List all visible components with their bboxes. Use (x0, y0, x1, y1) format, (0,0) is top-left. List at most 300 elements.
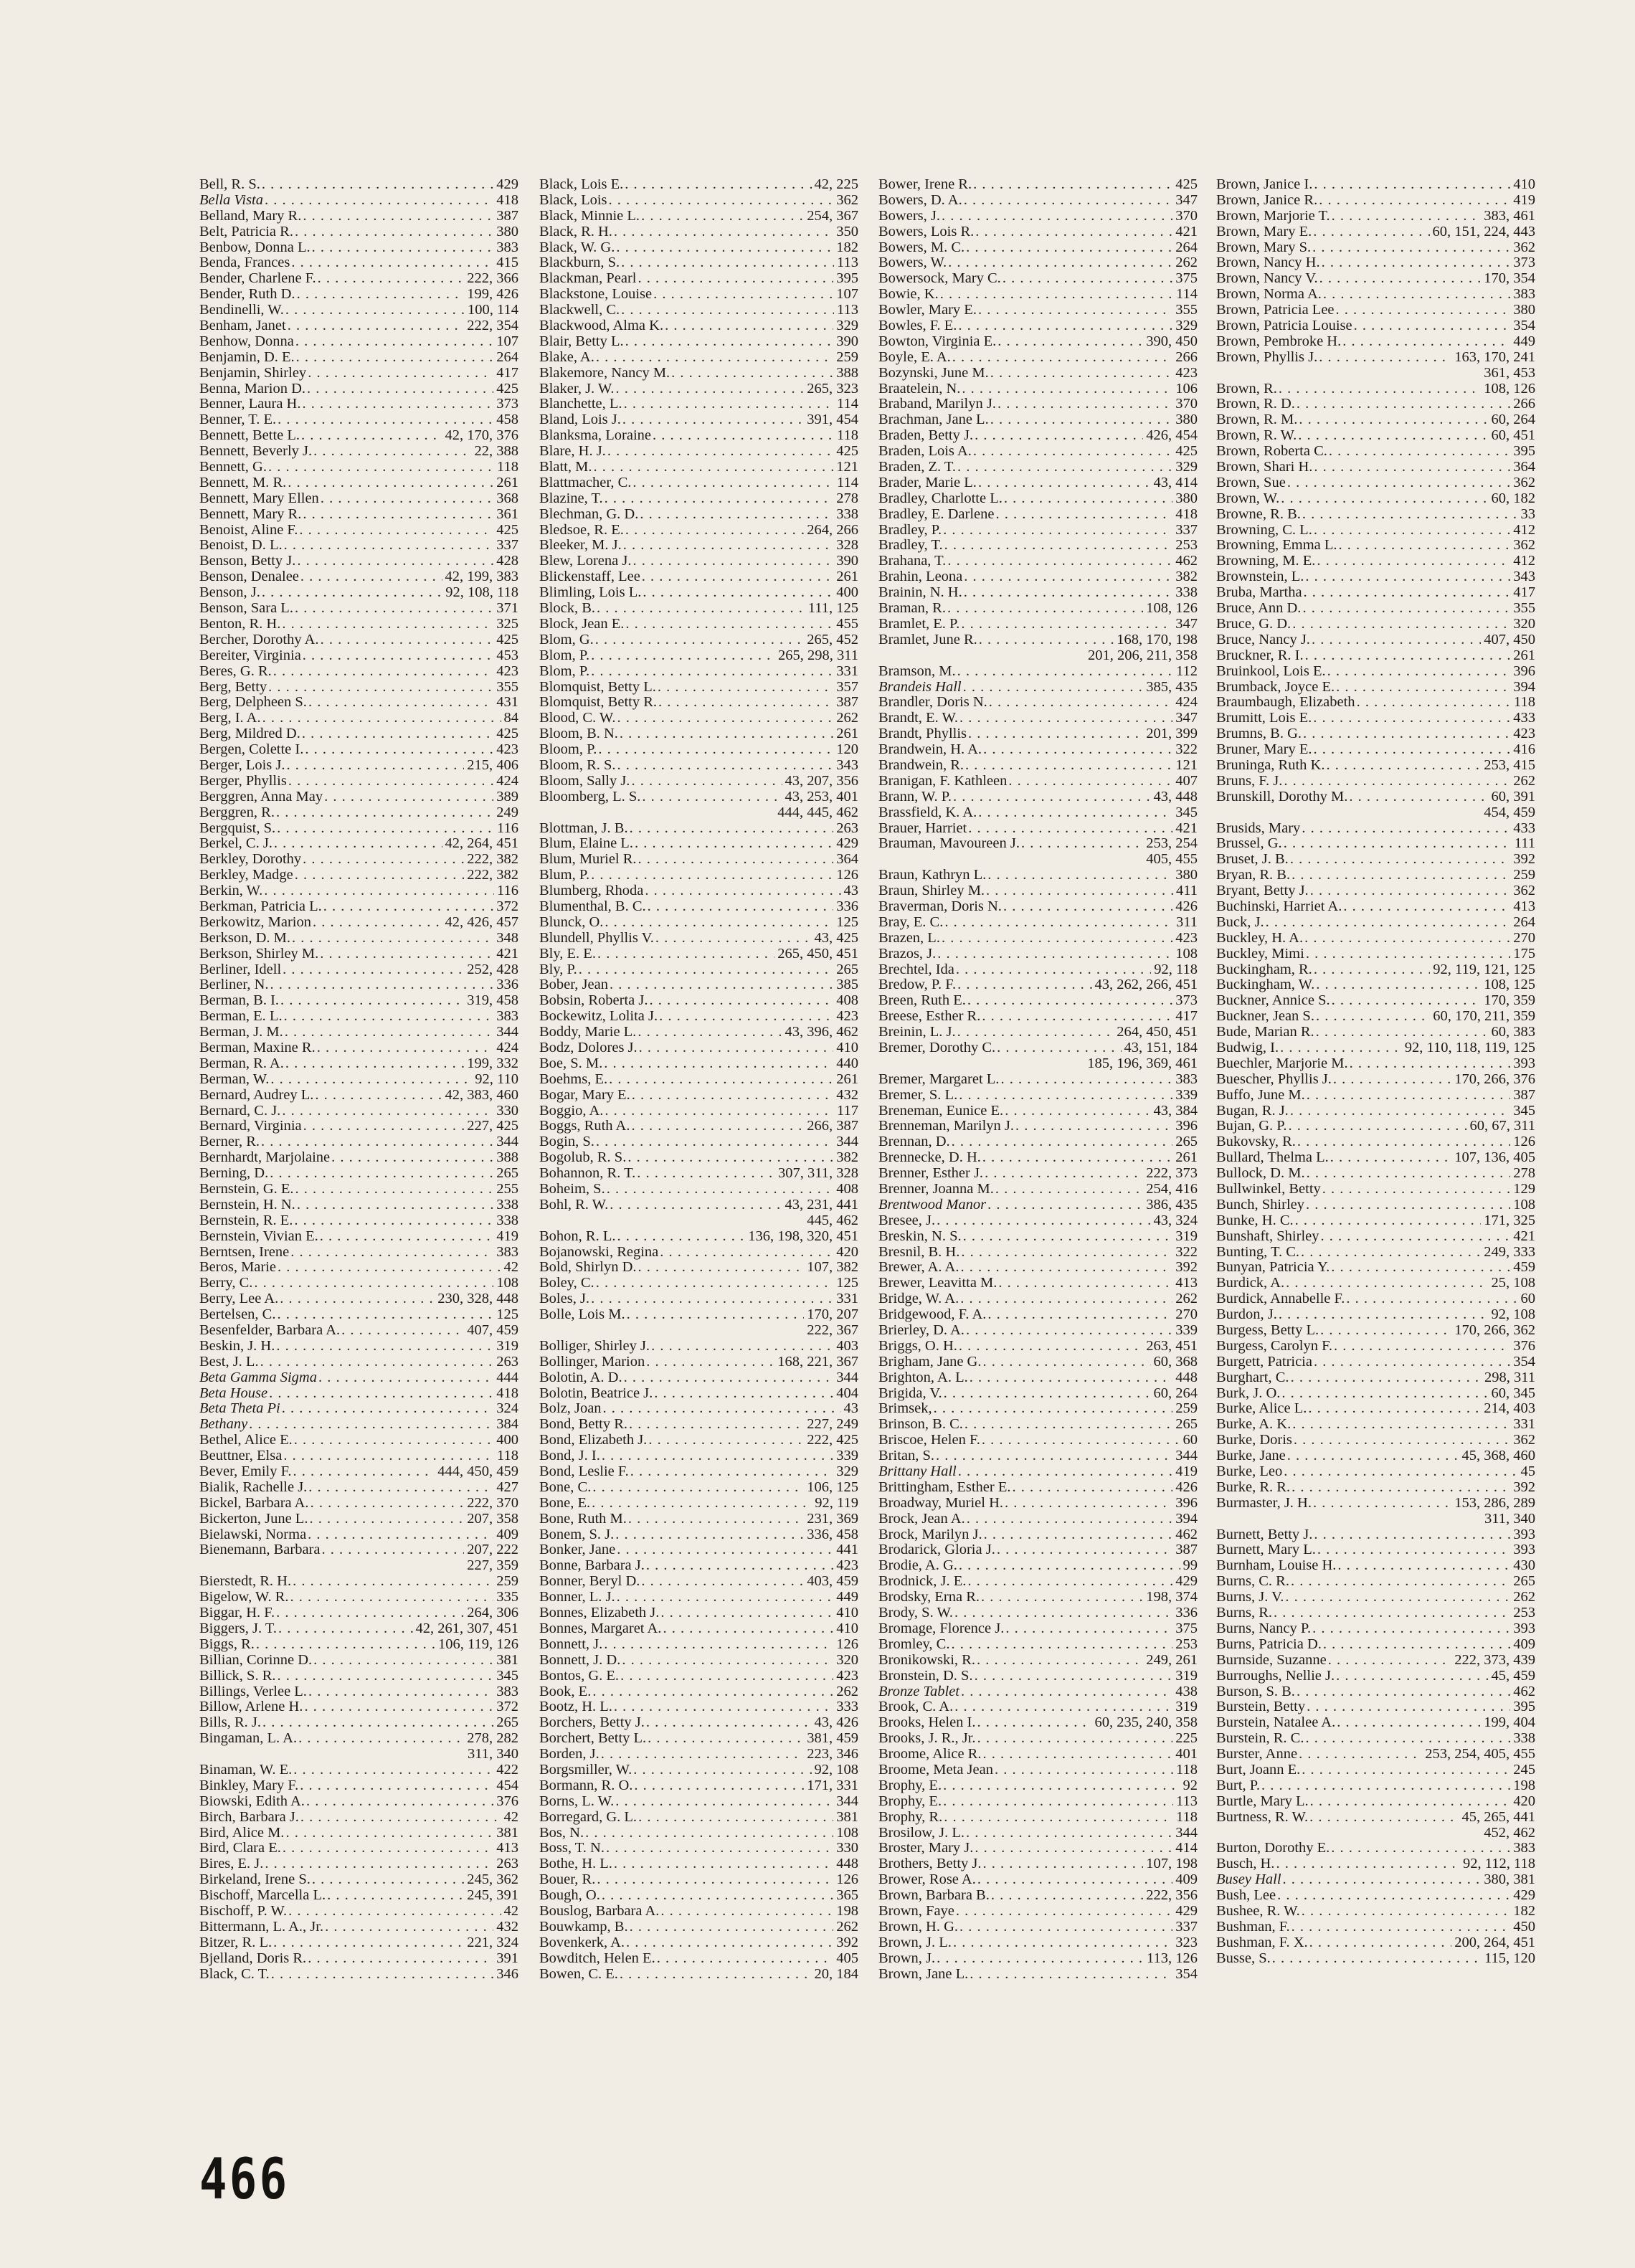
entry-pages: 107, 136, 405 (1454, 1150, 1535, 1166)
entry-pages: 264, 266 (807, 522, 858, 538)
entry-pages: 108, 126 (1146, 601, 1198, 617)
dot-leader (614, 1856, 833, 1872)
entry-name: Bereiter, Virginia (199, 647, 301, 663)
entry-pages: 201, 399 (1146, 726, 1198, 742)
index-entry (539, 334, 858, 350)
dot-leader (597, 946, 774, 962)
entry-pages: 42, 383, 460 (445, 1087, 518, 1103)
entry-name: Beskin, J. H. (199, 1338, 275, 1354)
index-entry (878, 1401, 1198, 1417)
entry-pages: 338 (836, 506, 858, 522)
entry-pages: 170, 266, 362 (1454, 1323, 1535, 1339)
entry-name: Bray, E. C. (878, 914, 944, 930)
index-entry (539, 1747, 858, 1762)
entry-name: Bernstein, G. E. (199, 1182, 294, 1197)
entry-name: Braden, Lois A. (878, 444, 972, 460)
dot-leader (944, 1810, 1173, 1826)
index-entry (878, 1558, 1198, 1574)
index-entry (199, 1527, 518, 1543)
dot-leader (288, 475, 493, 491)
entry-pages: 265, 452 (807, 632, 858, 647)
dot-leader (623, 538, 833, 554)
entry-pages: 453 (496, 647, 518, 663)
index-entry (539, 1119, 858, 1134)
entry-pages: 425 (1175, 177, 1198, 192)
entry-pages: 253, 254 (1146, 836, 1198, 852)
entry-pages: 462 (1175, 554, 1198, 569)
index-entry (878, 193, 1198, 209)
index-entry (199, 1920, 518, 1935)
index-entry (539, 1166, 858, 1182)
entry-pages: 395 (1513, 1699, 1535, 1715)
entry-name: Bramlet, June R. (878, 632, 977, 647)
dot-leader (1290, 852, 1510, 868)
index-entry (878, 318, 1198, 334)
index-entry (878, 1323, 1198, 1339)
dot-leader (280, 1291, 435, 1307)
index-entry (539, 664, 858, 680)
index-entry (1216, 1480, 1535, 1496)
entry-name: Broster, Mary J. (878, 1841, 974, 1856)
entry-name: Berggren, R. (199, 805, 275, 820)
entry-pages: 381 (496, 1825, 518, 1841)
entry-pages: 386, 435 (1146, 1197, 1198, 1213)
index-entry (539, 1134, 858, 1150)
index-entry (199, 1542, 518, 1558)
dot-leader (646, 1354, 774, 1370)
index-entry (539, 617, 858, 632)
index-entry (878, 1574, 1198, 1590)
dot-leader (1322, 1182, 1510, 1197)
entry-name: Bernstein, R. E. (199, 1213, 293, 1228)
dot-leader (607, 444, 833, 460)
dot-leader (649, 993, 833, 1009)
entry-name: Brown, W. (1216, 490, 1280, 506)
entry-name: Binaman, W. E. (199, 1762, 293, 1778)
dot-leader (957, 460, 1172, 475)
entry-pages: 394 (1513, 679, 1535, 695)
dot-leader (302, 726, 493, 742)
index-entry (1216, 1920, 1535, 1935)
entry-name: Blake, A. (539, 349, 594, 365)
dot-leader (262, 177, 493, 193)
entry-pages: 380 (1175, 490, 1198, 506)
dot-leader (1308, 1401, 1481, 1417)
entry-name: Brown, Phyllis J. (1216, 349, 1318, 365)
dot-leader (1346, 1291, 1517, 1307)
entry-pages: 425 (836, 444, 858, 460)
entry-name: Bills, R. J. (199, 1715, 262, 1731)
dot-leader (631, 774, 782, 789)
index-entry (1216, 1621, 1535, 1637)
entry-name: Bender, Charlene F. (199, 271, 316, 287)
dot-leader (300, 1810, 501, 1826)
entry-pages: 254, 367 (807, 208, 858, 224)
entry-name: Bunch, Shirley (1216, 1197, 1304, 1213)
index-entry (539, 977, 858, 993)
dot-leader (1314, 1354, 1510, 1370)
index-column-1 (199, 177, 518, 1982)
index-entry (539, 1040, 858, 1056)
entry-name: Bowers, W. (878, 255, 947, 271)
index-entry (199, 1872, 518, 1888)
entry-pages: 362 (836, 192, 858, 208)
entry-name: Breinin, L. J. (878, 1025, 956, 1040)
index-entry (199, 1182, 518, 1197)
dot-leader (954, 1699, 1172, 1715)
index-entry-continuation: 311, 340 (1484, 1510, 1535, 1527)
dot-leader (1322, 255, 1511, 271)
entry-pages: 414 (1175, 1841, 1198, 1856)
entry-pages: 392 (1175, 1260, 1198, 1276)
entry-pages: 354 (1175, 1966, 1198, 1982)
entry-pages: 319, 458 (467, 993, 518, 1009)
entry-pages: 222, 382 (467, 852, 518, 868)
entry-pages: 42 (503, 1809, 518, 1825)
entry-pages: 111 (1514, 836, 1535, 852)
dot-leader (1003, 899, 1172, 915)
entry-pages: 265 (1513, 1574, 1535, 1590)
dot-leader (660, 1904, 833, 1920)
index-entry (1216, 1653, 1535, 1669)
entry-name: Bruner, Mary E. (1216, 742, 1312, 758)
dot-leader (987, 1307, 1172, 1323)
dot-leader (1312, 632, 1481, 648)
index-entry (1216, 1747, 1535, 1762)
index-entry (539, 412, 858, 428)
entry-pages: 113 (837, 255, 858, 271)
index-entry (539, 1370, 858, 1386)
entry-name: Brown, R. D. (1216, 397, 1295, 412)
entry-name: Bushman, F. X. (1216, 1935, 1308, 1950)
entry-name: Brumns, B. G. (1216, 726, 1302, 742)
entry-name: Bendinelli, W. (199, 303, 284, 318)
index-entry (878, 617, 1198, 632)
dot-leader (977, 1715, 1092, 1731)
dot-leader (1323, 287, 1510, 303)
entry-pages: 425 (496, 522, 518, 538)
dot-leader (982, 1433, 1180, 1448)
index-entry (199, 742, 518, 758)
index-entry (539, 1856, 858, 1872)
dot-leader (960, 1291, 1172, 1307)
index-entry (199, 852, 518, 868)
entry-name: Burdon, J. (1216, 1307, 1277, 1323)
entry-name: Bennett, Beverly J. (199, 444, 313, 460)
dot-leader (285, 303, 465, 318)
dot-leader (1332, 209, 1482, 224)
index-entry (199, 915, 518, 931)
index-entry (1216, 1448, 1535, 1464)
index-entry (878, 742, 1198, 758)
entry-pages: 375 (1175, 271, 1198, 287)
index-entry (199, 1229, 518, 1245)
entry-pages: 387 (1513, 1087, 1535, 1103)
entry-name: Berg, I. A. (199, 711, 261, 726)
entry-pages: 424 (1175, 695, 1198, 711)
index-entry (878, 711, 1198, 726)
index-entry (539, 1496, 858, 1512)
index-entry (199, 821, 518, 837)
index-entry (1216, 1088, 1535, 1104)
index-entry (1216, 742, 1535, 758)
index-entry (539, 1401, 858, 1417)
index-entry (878, 1245, 1198, 1261)
entry-name: Braden, Betty J. (878, 428, 974, 444)
entry-name: Bell, R. S. (199, 177, 260, 192)
entry-pages: 401 (1175, 1747, 1198, 1762)
entry-pages: 385 (836, 977, 858, 993)
entry-pages: 420 (836, 1244, 858, 1260)
index-entry (539, 1731, 858, 1747)
dot-leader (617, 1542, 833, 1558)
entry-pages: 222, 356 (1146, 1888, 1198, 1904)
entry-pages: 222, 370 (467, 1495, 518, 1511)
index-entry (878, 1433, 1198, 1448)
index-entry (1216, 1856, 1535, 1872)
entry-pages: 362 (1513, 475, 1535, 490)
entry-pages: 405 (836, 1950, 858, 1966)
entry-pages: 43 (843, 883, 858, 899)
entry-name: Brumback, Joyce E. (1216, 679, 1335, 695)
dot-leader (973, 177, 1172, 193)
index-entry (539, 523, 858, 538)
entry-pages: 262 (1175, 255, 1198, 271)
dot-leader (1306, 946, 1510, 962)
dot-leader (1328, 1653, 1452, 1669)
dot-leader (1333, 1072, 1451, 1088)
entry-pages: 170, 359 (1484, 993, 1535, 1009)
index-entry (539, 1699, 858, 1715)
dot-leader (997, 1040, 1121, 1056)
index-entry (539, 209, 858, 224)
entry-pages: 222, 425 (807, 1433, 858, 1448)
dot-leader (1313, 711, 1510, 726)
entry-name: Berkson, D. M. (199, 930, 290, 946)
index-entry (199, 1904, 518, 1920)
index-entry (539, 1307, 858, 1323)
index-entry (1216, 1590, 1535, 1605)
entry-pages: 319 (1175, 1668, 1198, 1684)
entry-pages: 222, 366 (467, 271, 518, 287)
entry-name: Bennett, Mary Ellen (199, 490, 319, 506)
entry-pages: 265 (1175, 1417, 1198, 1433)
entry-pages: 419 (1513, 192, 1535, 208)
entry-name: Broome, Meta Jean (878, 1762, 993, 1778)
entry-name: Brenner, Esther J. (878, 1166, 984, 1182)
entry-name: Brighton, A. L. (878, 1370, 968, 1385)
index-entry (199, 1856, 518, 1872)
dot-leader (630, 1464, 833, 1480)
entry-pages: 114 (1176, 287, 1198, 303)
dot-leader (596, 1134, 833, 1150)
index-entry (1216, 1810, 1535, 1826)
index-entry (199, 507, 518, 523)
index-entry (199, 680, 518, 696)
dot-leader (953, 1935, 1172, 1951)
index-entry (1216, 381, 1535, 397)
entry-pages: 43, 396, 462 (785, 1025, 858, 1040)
dot-leader (617, 1590, 834, 1605)
entry-name: Bootz, H. L. (539, 1699, 612, 1715)
index-entry (1216, 632, 1535, 648)
index-entry (878, 1527, 1198, 1543)
entry-pages: 383 (496, 239, 518, 255)
dot-leader (283, 1448, 494, 1464)
index-entry (199, 350, 518, 366)
dot-leader (306, 1794, 493, 1810)
index-entry (878, 287, 1198, 303)
entry-name: Beuttner, Elsa (199, 1448, 283, 1464)
entry-name: Burns, Patricia D. (1216, 1636, 1322, 1652)
entry-pages: 381, 459 (807, 1731, 858, 1747)
entry-name: Borchers, Betty J. (539, 1715, 645, 1731)
entry-pages: 222, 373, 439 (1454, 1652, 1535, 1668)
dot-leader (317, 1040, 494, 1056)
index-entry (539, 1715, 858, 1731)
index-entry-continuation: 361, 453 (1484, 364, 1535, 381)
dot-leader (1299, 1747, 1422, 1762)
dot-leader (1297, 1684, 1510, 1700)
index-entry (539, 868, 858, 883)
index-entry (199, 1354, 518, 1370)
dot-leader (965, 758, 1172, 774)
index-entry (539, 428, 858, 444)
entry-name: Brooks, Helen I. (878, 1715, 976, 1731)
index-entry (1216, 758, 1535, 774)
entry-name: Brandwein, H. A. (878, 742, 982, 758)
index-entry (199, 805, 518, 821)
dot-leader (1337, 1715, 1481, 1731)
dot-leader (981, 1590, 1143, 1605)
entry-name: Bonner, L. J. (539, 1590, 615, 1605)
dot-leader (1305, 648, 1511, 664)
entry-pages: 455 (836, 616, 858, 632)
entry-pages: 168, 170, 198 (1117, 632, 1198, 647)
entry-name: Boggio, A. (539, 1103, 604, 1119)
dot-leader (1331, 1841, 1510, 1856)
entry-pages: 330 (496, 1103, 518, 1119)
entry-pages: 263, 451 (1146, 1338, 1198, 1354)
dot-leader (1003, 271, 1172, 287)
entry-pages: 311 (1176, 914, 1198, 930)
dot-leader (1331, 1260, 1510, 1276)
entry-pages: 60, 391 (1491, 789, 1535, 805)
index-entry (1216, 1354, 1535, 1370)
dot-leader (1321, 1229, 1511, 1245)
entry-name: Buchinski, Harriet A. (1216, 898, 1342, 914)
entry-pages: 262 (836, 1684, 858, 1699)
entry-name: Bridge, W. A. (878, 1291, 959, 1307)
entry-pages: 245, 362 (467, 1872, 518, 1888)
entry-name: Buck, J. (1216, 914, 1264, 930)
entry-name: Brazos, J. (878, 946, 937, 962)
entry-pages: 383 (1175, 1071, 1198, 1087)
entry-name: Blickenstaff, Lee (539, 569, 640, 585)
dot-leader (278, 1260, 501, 1276)
entry-pages: 125 (496, 1307, 518, 1323)
index-entry (1216, 1778, 1535, 1794)
dot-leader (943, 1778, 1180, 1794)
entry-pages: 336, 458 (807, 1527, 858, 1542)
index-entry (199, 177, 518, 193)
dot-leader (995, 507, 1172, 523)
entry-name: Brown, Nancy V. (1216, 271, 1318, 287)
entry-name: Buckley, H. A. (1216, 930, 1304, 946)
entry-pages: 266, 387 (807, 1119, 858, 1134)
entry-pages: 390 (836, 333, 858, 349)
dot-leader (288, 774, 493, 789)
entry-name: Burke, Alice L. (1216, 1401, 1307, 1417)
dot-leader (293, 1574, 493, 1590)
dot-leader (591, 664, 833, 680)
entry-pages: 107 (836, 287, 858, 303)
entry-name: Bresnil, B. H. (878, 1244, 960, 1260)
dot-leader (609, 1072, 833, 1088)
entry-name: Bergen, Colette I. (199, 742, 304, 758)
dot-leader (936, 1448, 1172, 1464)
entry-pages: 372 (496, 1699, 518, 1715)
dot-leader (959, 1558, 1180, 1574)
index-entry (539, 1104, 858, 1119)
entry-pages: 99 (1183, 1558, 1198, 1574)
index-entry (1216, 711, 1535, 726)
entry-pages: 424 (496, 773, 518, 789)
index-entry (199, 1025, 518, 1040)
entry-pages: 263 (496, 1354, 518, 1370)
dot-leader (638, 852, 834, 868)
entry-name: Bradley, P. (878, 522, 942, 538)
index-entry (199, 366, 518, 381)
dot-leader (262, 1715, 493, 1731)
entry-name: Brentwood Manor (878, 1197, 987, 1213)
entry-pages: 322 (1175, 1244, 1198, 1260)
entry-name: Bone, C. (539, 1479, 592, 1495)
entry-name: Burtle, Mary L. (1216, 1793, 1309, 1809)
dot-leader (610, 977, 833, 993)
dot-leader (302, 397, 493, 412)
index-entry (1216, 1699, 1535, 1715)
dot-leader (603, 1401, 841, 1417)
dot-leader (964, 585, 1173, 601)
index-entry (539, 1245, 858, 1261)
entry-pages: 381 (836, 1809, 858, 1825)
entry-pages: 43, 253, 401 (785, 789, 858, 805)
dot-leader (942, 931, 1172, 946)
index-entry (878, 1826, 1198, 1841)
entry-pages: 373 (1513, 255, 1535, 271)
entry-pages: 163, 170, 241 (1454, 349, 1535, 365)
dot-leader (1286, 1276, 1488, 1291)
entry-pages: 425 (1175, 444, 1198, 460)
dot-leader (1005, 1621, 1172, 1637)
index-entry (539, 1386, 858, 1402)
dot-leader (1357, 695, 1511, 711)
entry-pages: 253 (1513, 1605, 1535, 1621)
entry-name: Bojanowski, Regina (539, 1244, 659, 1260)
index-entry (878, 1072, 1198, 1088)
dot-leader (1306, 1197, 1510, 1213)
entry-pages: 136, 198, 320, 451 (748, 1228, 858, 1244)
dot-leader (660, 1605, 833, 1621)
dot-leader (975, 1669, 1173, 1684)
entry-name: Bender, Ruth D. (199, 287, 295, 303)
index-entry (199, 1810, 518, 1826)
entry-pages: 426 (1175, 1479, 1198, 1495)
index-entry (199, 1119, 518, 1134)
dot-leader (961, 617, 1172, 632)
dot-leader (1000, 1072, 1172, 1088)
